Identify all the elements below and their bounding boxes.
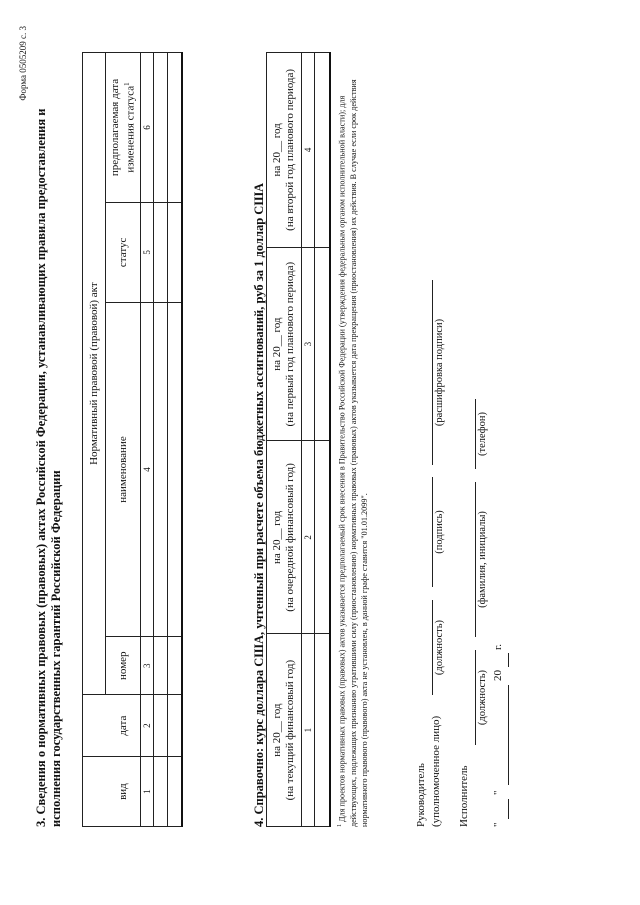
table-cell bbox=[168, 637, 183, 695]
caption-signature: (подпись) bbox=[434, 510, 445, 554]
signature-line bbox=[418, 600, 433, 695]
col-number: 4 bbox=[141, 302, 154, 636]
col-header-top: на 20__ год bbox=[271, 510, 283, 565]
caption-decoding: (расшифровка подписи) bbox=[434, 318, 445, 427]
date-year-prefix: 20 bbox=[492, 670, 504, 681]
col-header-current-year bbox=[267, 634, 302, 827]
table-cell bbox=[154, 637, 168, 695]
signature-line bbox=[418, 280, 433, 465]
table-cell bbox=[168, 695, 183, 757]
col-number: 4 bbox=[302, 53, 315, 248]
col-header-status-date-text: предполагаемая дата изменения статуса bbox=[109, 78, 137, 177]
col-number: 3 bbox=[141, 637, 154, 695]
group-header: Нормативный правовой (правовой) акт bbox=[83, 53, 106, 695]
col-header-number: номер bbox=[106, 637, 141, 695]
signature-line bbox=[418, 477, 433, 587]
empty-header-cell bbox=[83, 695, 106, 757]
col-header-vid: вид bbox=[106, 757, 141, 827]
col-header-bottom: (на текущий финансовый год) bbox=[284, 659, 296, 801]
table-cell bbox=[154, 695, 168, 757]
footnote bbox=[335, 57, 370, 827]
col-header-plan-year-1 bbox=[267, 247, 302, 441]
col-number: 3 bbox=[302, 247, 315, 441]
date-quote-open: " bbox=[492, 822, 504, 827]
col-number: 6 bbox=[141, 53, 154, 203]
col-header-bottom: (на второй год планового периода) bbox=[284, 68, 296, 231]
table-cell bbox=[154, 302, 168, 636]
caption-position: (должность) bbox=[434, 619, 445, 676]
table-cell bbox=[154, 53, 168, 203]
footnote-mark: 1 bbox=[337, 824, 343, 827]
date-month-line bbox=[494, 685, 509, 785]
col-header-top: на 20__ год bbox=[271, 703, 283, 757]
col-header-date: дата bbox=[106, 695, 141, 757]
section4-title: 4. Справочно: курс доллара США, учтенный при расчете объема бюджетных ассигнований, руб за 1 доллар США bbox=[252, 182, 266, 827]
col-number: 5 bbox=[141, 202, 154, 302]
date-year-suffix: г. bbox=[492, 643, 504, 650]
table-cell bbox=[168, 202, 183, 302]
col-number: 2 bbox=[302, 441, 315, 634]
footnote-text: Для проектов нормативных правовых (правовых) актов указывается предполагаемый срок внесения в Правительство Российской Федерации (утверждения федеральным органом исполнительной власти); для действующих, подлежащих признанию утратившими силу (приостановлению) нормативных правовых (правовых) актов указывается дата прекращения (приостановления) их действия. В случае если срок действия нормативного правового (правового) акта не установлен, в данной графе ставится "01.01.2099". bbox=[337, 79, 369, 827]
col-header-top: на 20__ год bbox=[271, 317, 283, 371]
table-cell bbox=[154, 202, 168, 302]
head-sublabel: (уполномоченное лицо) bbox=[430, 715, 442, 827]
date-quote-close: " bbox=[492, 790, 504, 795]
caption-name: (фамилия, инициалы) bbox=[477, 511, 488, 608]
col-header-status-date bbox=[106, 53, 141, 203]
col-header-name: наименование bbox=[106, 302, 141, 636]
col-header-plan-year-2 bbox=[267, 53, 302, 248]
table-cell bbox=[315, 441, 331, 634]
form-number: Форма 0505209 с. 3 bbox=[18, 26, 28, 101]
table-cell bbox=[168, 757, 183, 827]
col-number: 2 bbox=[141, 695, 154, 757]
signature-line bbox=[461, 650, 476, 745]
executor-label: Исполнитель bbox=[458, 765, 470, 827]
table-cell bbox=[168, 302, 183, 636]
col-header-bottom: (на очередной финансовый год) bbox=[284, 463, 296, 612]
table-cell bbox=[168, 53, 183, 203]
table-cell bbox=[315, 247, 331, 441]
col-number: 1 bbox=[141, 757, 154, 827]
section3-table bbox=[82, 52, 183, 827]
caption-phone: (телефон) bbox=[477, 412, 488, 456]
col-header-top: на 20__ год bbox=[271, 123, 283, 177]
date-day-line bbox=[494, 799, 509, 819]
table-cell bbox=[315, 53, 331, 248]
date-year-line bbox=[494, 653, 509, 667]
section4-table bbox=[266, 52, 331, 827]
table-cell bbox=[154, 757, 168, 827]
col-header-status: статус bbox=[106, 202, 141, 302]
signature-line bbox=[461, 482, 476, 637]
footnote-ref: 1 bbox=[123, 82, 132, 86]
empty-header-cell bbox=[83, 757, 106, 827]
col-number: 1 bbox=[302, 634, 315, 827]
head-label: Руководитель bbox=[415, 763, 427, 827]
col-header-next-year bbox=[267, 441, 302, 634]
table-cell bbox=[315, 634, 331, 827]
col-header-bottom: (на первый год планового периода) bbox=[284, 261, 296, 427]
caption-position: (должность) bbox=[477, 669, 488, 726]
section3-title: 3. Сведения о нормативных правовых (правовых) актах Российской Федерации, устанавливающих правила предоставления и исполнения государственных гарантий Российской Федерации bbox=[34, 108, 63, 827]
signature-line bbox=[461, 399, 476, 469]
